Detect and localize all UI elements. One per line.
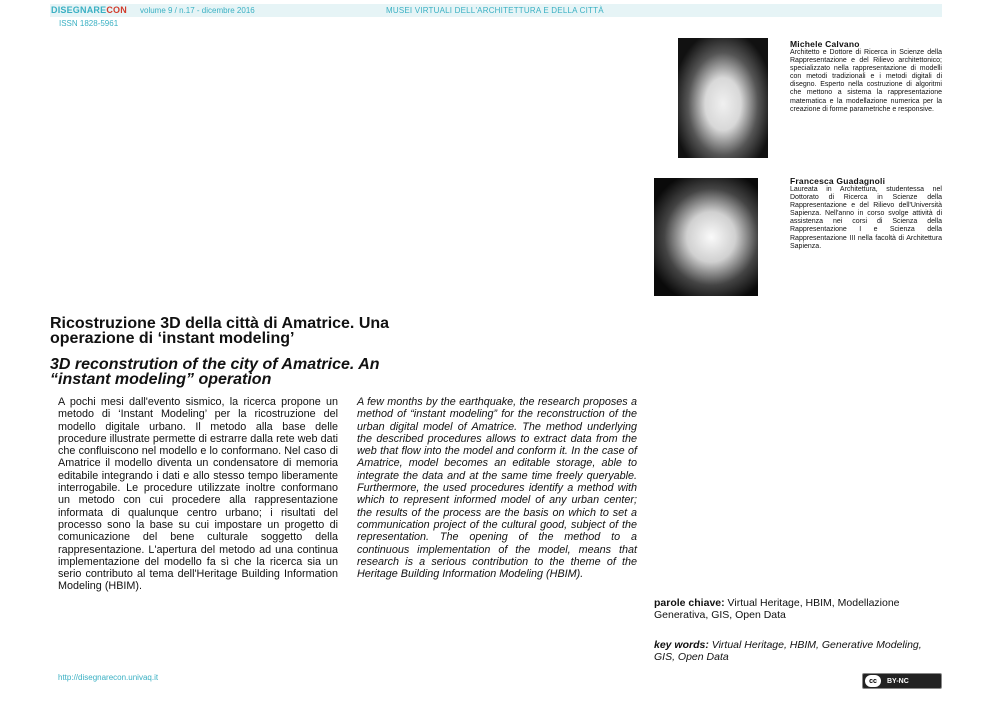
issn: ISSN 1828-5961 <box>59 19 119 28</box>
author-photo-guadagnoli <box>654 178 758 296</box>
abstract-italian: A pochi mesi dall'evento sismico, la ricerca propone un metodo di ‘Instant Modeling’ per la ricostruzione del modello digitale urbano. Il metodo alla base delle procedure illustrate permette di estrarre dalla rete web dati che confluiscono nel modello e lo conformano. Nel caso di Amatrice il modello diventa un condensatore di memoria editabile integrando i dati e allo stesso tempo liberamente interrogabile. Le procedure utilizzate inoltre conformano un metodo con cui procedere alla rappresentazione informata di qualunque centro urbano; i risultati del processo sono la base su cui impostare un progetto di comunicazione del bene culturale soggetto della rappresentazione. L'apertura del metodo ad una continua implementazione del modello fa sì che la ricerca sia un serio contributo al tema dell'Heritage Building Information Modeling (HBIM). <box>58 396 338 593</box>
license-badge <box>862 673 942 689</box>
brand-part2: CON <box>106 5 127 15</box>
author-photo-calvano <box>678 38 768 158</box>
volume-info: volume 9 / n.17 - dicembre 2016 <box>140 6 255 15</box>
journal-url-link[interactable]: http://disegnarecon.univaq.it <box>58 673 159 682</box>
author-bio-2 <box>790 176 942 251</box>
keywords-english <box>654 639 944 664</box>
keywords-label: parole chiave: <box>654 597 725 609</box>
author-bio-text: Architetto e Dottore di Ricerca in Scienze della Rappresentazione e del Rilievo architettonico; specializzato nella rappresentazione di modelli con metodi tradizionali e i metodi digitali di disegno. Esperto nella costruzione di algoritmi che mettono a sistema la rappresentazione matematica e la modellazione numerica per la creazione di forme parametriche e responsive. <box>790 49 942 113</box>
author-name: Francesca Guadagnoli <box>790 176 886 186</box>
author-name: Michele Calvano <box>790 39 860 49</box>
running-title: MUSEI VIRTUALI DELL'ARCHITETTURA E DELLA CITTÀ <box>386 6 604 15</box>
keywords-label: key words: <box>654 639 709 651</box>
brand-part1: DISEGNARE <box>51 5 107 15</box>
journal-brand <box>51 5 127 15</box>
creative-commons-icon: cc <box>865 675 881 687</box>
abstract-english: A few months by the earthquake, the research proposes a method of “instant modeling” for the reconstruction of the urban digital model of Amatrice. The method underlying the described procedures allows to extract data from the web that flow into the model and conform it. In the case of Amatrice, model becomes an editable storage, able to integrate the data and at the same time freely queryable. Furthermore, the used procedures identify a method with which to represent informed model of any urban center; the results of the process are the basis on which to set a communication project of the cultural good, subject of the representation. The opening of the method to a continuous implementation of the model, means that research is a serious contribution to the theme of the Heritage Building Information Modeling (HBIM). <box>357 396 637 581</box>
license-label: BY-NC <box>887 677 909 685</box>
author-bio-1 <box>790 39 942 114</box>
keywords-text: Virtual Heritage, HBIM, Generative Modeling, GIS, Open Data <box>654 639 922 664</box>
title-italian: Ricostruzione 3D della città di Amatrice. Una operazione di ‘instant modeling’ <box>50 315 390 347</box>
author-bio-text: Laureata in Architettura, studentessa nel Dottorato di Ricerca in Scienze della Rappresentazione e del Rilievo dell'Università Sapienza. Nell'anno in corso svolge attività di assistenza nei corsi di Scienza della Rappresentazione I e Scienza della Rappresentazione III nella facoltà di Architettura Sapienza. <box>790 186 942 250</box>
keywords-italian <box>654 597 944 622</box>
title-english: 3D reconstrution of the city of Amatrice. An “instant modeling” operation <box>50 356 380 388</box>
keywords-text: Virtual Heritage, HBIM, Modellazione Generativa, GIS, Open Data <box>654 597 900 622</box>
